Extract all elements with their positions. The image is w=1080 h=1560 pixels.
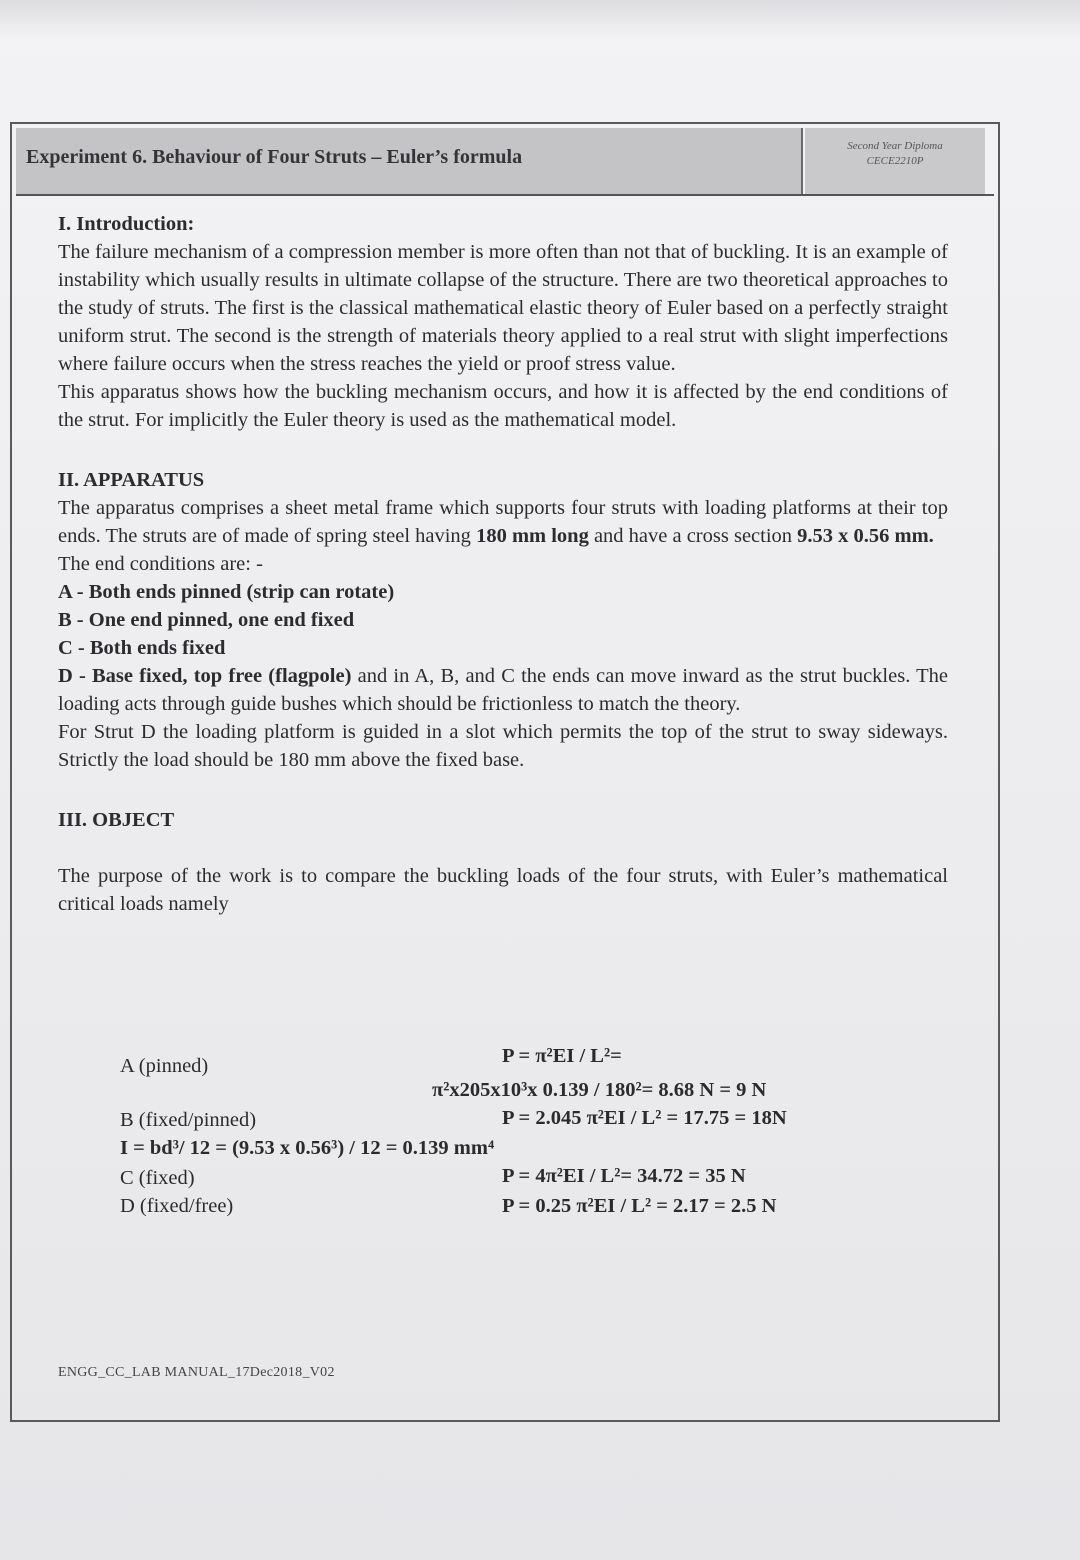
formula-c-label: C (fixed): [120, 1167, 195, 1189]
header-title-cell: [16, 128, 803, 194]
end-condition-b: B - One end pinned, one end fixed: [58, 609, 355, 631]
formula-a-eq2: π²x205x10³x 0.139 / 180²= 8.68 N = 9 N: [432, 1079, 767, 1101]
formula-d-eq: P = 0.25 π²EI / L² = 2.17 = 2.5 N: [502, 1195, 777, 1217]
experiment-title: Experiment 6. Behaviour of Four Struts – Euler’s formula: [26, 146, 523, 168]
apparatus-paragraph: [58, 494, 948, 550]
intro-heading: I. Introduction:: [58, 213, 195, 235]
end-conditions-intro: The end conditions are: -: [58, 553, 263, 575]
formula-d-label: D (fixed/free): [120, 1195, 234, 1217]
footer-doc-id: ENGG_CC_LAB MANUAL_17Dec2018_V02: [58, 1365, 335, 1380]
intro-paragraph-2: This apparatus shows how the buckling mechanism occurs, and how it is affected by the end conditions of the strut. For implicitly the Euler theory is used as the mathematical model.: [58, 381, 948, 431]
formula-a-eq1: P = π²EI / L²=: [502, 1045, 622, 1067]
formula-b-eq: P = 2.045 π²EI / L² = 17.75 = 18N: [502, 1107, 787, 1129]
object-heading: III. OBJECT: [58, 809, 175, 831]
formula-b-label: B (fixed/pinned): [120, 1109, 257, 1131]
object-paragraph: The purpose of the work is to compare the buckling loads of the four struts, with Euler’s mathematical critical loads namely: [58, 865, 948, 915]
page-header: [16, 128, 994, 196]
formula-i-eq: I = bd³/ 12 = (9.53 x 0.56³) / 12 = 0.139 mm⁴: [120, 1137, 495, 1159]
document-body: [58, 210, 948, 918]
strut-cross-section: 9.53 x 0.56 mm.: [797, 525, 934, 547]
header-course-cell: [805, 128, 985, 194]
course-level: Second Year Diploma: [847, 140, 943, 152]
formula-block: [120, 1045, 880, 1228]
end-condition-c: C - Both ends fixed: [58, 637, 226, 659]
end-condition-a: A - Both ends pinned (strip can rotate): [58, 581, 395, 603]
page-shadow: [0, 0, 1080, 40]
formula-a-label: A (pinned): [120, 1055, 209, 1077]
strut-d-paragraph: For Strut D the loading platform is guided in a slot which permits the top of the strut to sway sideways. Strictly the load should be 180 mm above the fixed base.: [58, 721, 948, 771]
end-condition-d: [58, 662, 948, 718]
apparatus-text-1: The apparatus comprises a sheet metal frame which supports four struts with loading platforms at their top ends. The struts are of made of spring steel having: [58, 497, 948, 547]
intro-paragraph-1: The failure mechanism of a compression member is more often than not that of buckling. It is an example of instability which usually results in ultimate collapse of the structure. There are two theoretical approaches to the study of struts. The first is the classical mathematical elastic theory of Euler based on a perfectly straight uniform strut. The second is the strength of materials theory applied to a real strut with slight imperfections where failure occurs when the stress reaches the yield or proof stress value.: [58, 241, 948, 375]
apparatus-heading: II. APPARATUS: [58, 469, 205, 491]
strut-length: 180 mm long: [476, 525, 589, 547]
course-code: CECE2210P: [866, 155, 924, 167]
apparatus-text-2: and have a cross section: [588, 525, 798, 547]
end-condition-d-label: D - Base fixed, top free (flagpole): [58, 665, 352, 687]
end-condition-d-text: and in A, B, and C the ends can move inward as the strut buckles. The loading acts through guide bushes which should be frictionless to match the theory.: [58, 665, 948, 715]
formula-c-eq: P = 4π²EI / L²= 34.72 = 35 N: [502, 1165, 746, 1187]
